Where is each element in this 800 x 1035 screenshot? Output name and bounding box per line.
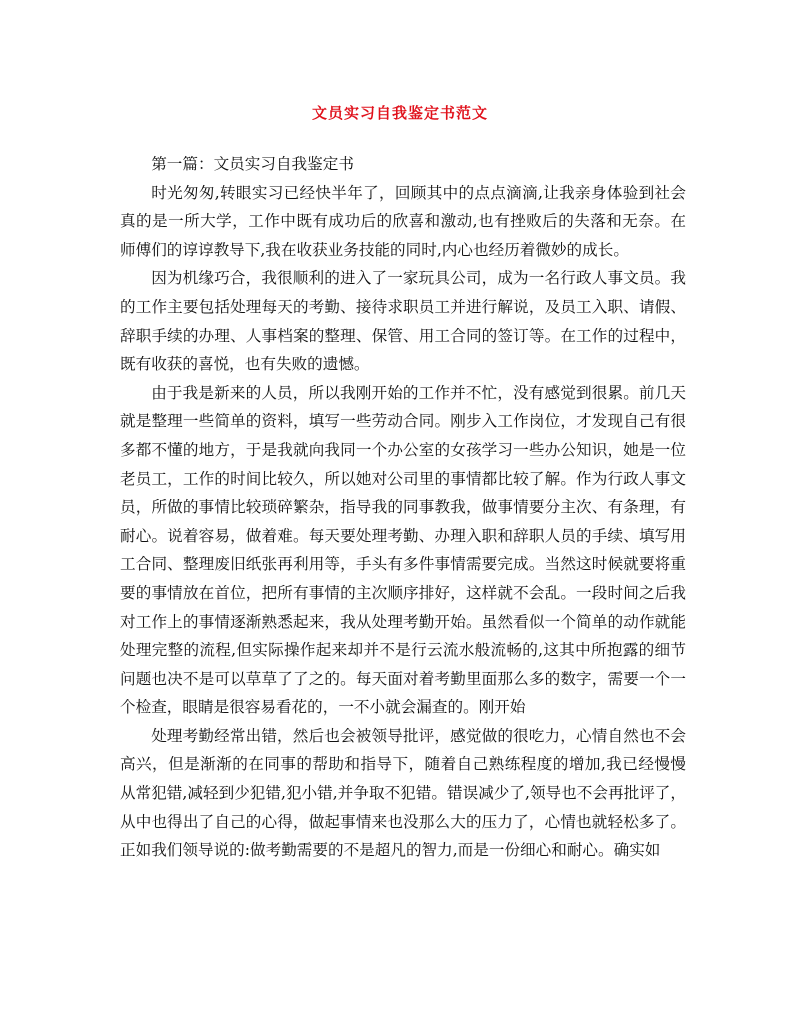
paragraph: 处理考勤经常出错，然后也会被领导批评，感觉做的很吃力，心情自然也不会高兴，但是渐渐的在同事的帮助和指导下，随着自己熟练程度的增加,我已经慢慢从常犯错,减轻到少犯错,犯小错,并争取不犯错。错误减少了,领导也不会再批评了，从中也得出了自己的心得，做起事情来也没那么大的压力了，心情也就轻松多了。正如我们领导说的:做考勤需要的不是超凡的智力,而是一份细心和耐心。确实如 bbox=[120, 726, 686, 860]
paragraph: 因为机缘巧合，我很顺利的进入了一家玩具公司，成为一名行政人事文员。我的工作主要包括处理每天的考勤、接待求职员工并进行解说，及员工入职、请假、辞职手续的办理、人事档案的整理、保管、用工合同的签订等。在工作的过程中，既有收获的喜悦，也有失败的遗憾。 bbox=[120, 269, 686, 374]
paragraph: 时光匆匆,转眼实习已经快半年了，回顾其中的点点滴滴,让我亲身体验到社会真的是一所大学，工作中既有成功后的欣喜和激动,也有挫败后的失落和无奈。在师傅们的谆谆教导下,我在收获业务技能的同时,内心也经历着微妙的成长。 bbox=[120, 183, 686, 259]
document-body bbox=[120, 150, 686, 865]
paragraph: 由于我是新来的人员，所以我刚开始的工作并不忙，没有感觉到很累。前几天就是整理一些简单的资料，填写一些劳动合同。刚步入工作岗位，才发现自己有很多都不懂的地方，于是我就向我同一个办公室的女孩学习一些办公知识，她是一位老员工，工作的时间比较久，所以她对公司里的事情都比较了解。作为行政人事文员，所做的事情比较琐碎繁杂，指导我的同事教我，做事情要分主次、有条理，有耐心。说着容易，做着难。每天要处理考勤、办理入职和辞职人员的手续、填写用工合同、整理废旧纸张再利用等，手头有多件事情需要完成。当然这时候就要将重要的事情放在首位，把所有事情的主次顺序排好，这样就不会乱。一段时间之后我对工作上的事情逐渐熟悉起来，我从处理考勤开始。虽然看似一个简单的动作就能处理完整的流程,但实际操作起来却并不是行云流水般流畅的,这其中所抱露的细节问题也决不是可以草草了了之的。每天面对着考勤里面那么多的数字，需要一个一个检查，眼睛是很容易看花的，一不小就会漏查的。刚开始 bbox=[120, 383, 686, 717]
document-title: 文员实习自我鉴定书范文 bbox=[311, 104, 488, 122]
section-heading: 第一篇：文员实习自我鉴定书 bbox=[151, 155, 354, 173]
